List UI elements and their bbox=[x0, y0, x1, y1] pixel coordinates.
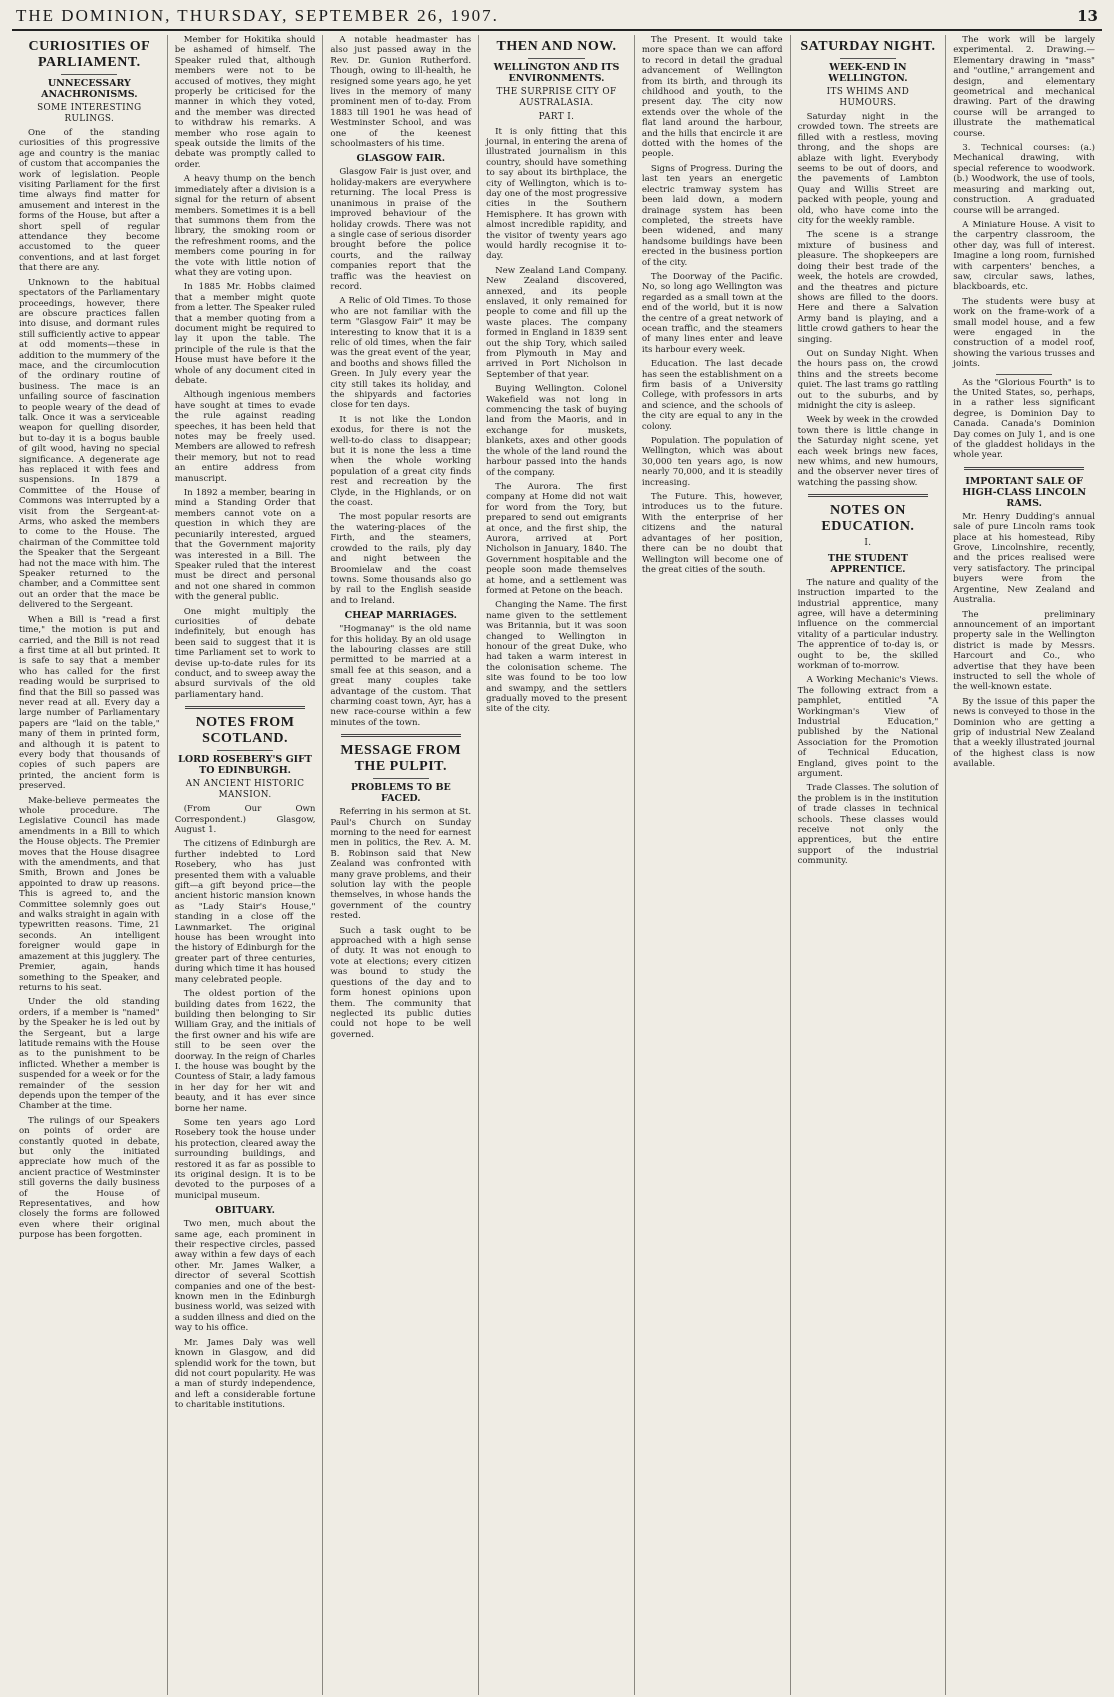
divider bbox=[61, 74, 117, 75]
paragraph: Two men, much about the same age, each prominent in their respective circles, passed away within a few days of each other. Mr. James Walker, a director of several Scottish companies and one of the best-known men in the Edinburgh business world, was seized with a sudden illness and died on the way to his office. bbox=[174, 1219, 316, 1334]
paragraph: Make-believe permeates the whole procedure. The Legislative Council has made amendments in a Bill to which the House objects. The Premier moves that the House disagree with the amendments, and that Smith, Brown and Jones be appointed to draw up reasons. This is agreed to, and the Committee solemnly goes out and walks straight in again with typewritten reasons. Time, 21 seconds. An intelligent foreigner would gape in amazement at this jugglery. The Premier, again, hands something to the Speaker, and returns to his seat. bbox=[19, 795, 160, 993]
paragraph: Mr. James Daly was well known in Glasgow, and did splendid work for the town, but did not court popularity. He was a man of sturdy independence, and left a considerable fortune to charitable institutions. bbox=[174, 1337, 316, 1411]
article-heading-saturday-night: SATURDAY NIGHT. bbox=[800, 39, 936, 54]
article-subheading: UNNECESSARY ANACHRONISMS. bbox=[41, 78, 138, 100]
divider bbox=[808, 494, 928, 497]
masthead bbox=[12, 6, 1102, 31]
article-heading-scotland: NOTES FROM SCOTLAND. bbox=[195, 715, 295, 747]
paragraph: Trade Classes. The solution of the problem is in the institution of trade classes in technical schools. These classes would receive not only the apprentices, but the entire support of the industrial community. bbox=[797, 783, 939, 867]
paragraph: A notable headmaster has also just passed away in the Rev. Dr. Gunion Rutherford. Though, owing to ill-health, he resigned some years ago, he yet lives in the memory of many prominent men of to-day. From 1883 till 1901 he was head of Westminster School, and was one of the keenest schoolmasters of his time. bbox=[330, 35, 472, 150]
paragraph: By the issue of this paper the news is conveyed to those in the Dominion who are getting a grip of industrial New Zealand that a weekly illustrated journal of the highest class is now available. bbox=[953, 696, 1095, 770]
paragraph: Changing the Name. The first name given to the settlement was Britannia, but it was soon changed to Wellington in honour of the great Duke, who had taken a warm interest in the colonisation scheme. The site was found to be too low and swampy, and the settlers gradually moved to the present site of the city. bbox=[486, 600, 627, 715]
column-5 bbox=[635, 35, 791, 1695]
paragraph: The rulings of our Speakers on points of order are constantly quoted in debate, but only the initiated appreciate how much of the ancient practice of Westminster still governs the daily business of the House of Representatives, and how closely the forms are followed even where their original purpose has been forgotten. bbox=[19, 1115, 160, 1241]
divider bbox=[217, 750, 273, 751]
paragraph: A Miniature House. A visit to the carpentry classroom, the other day, was full of interest. Imagine a long room, furnished with carpenters' benches, a saw, circular saws, lathes, blackboards, etc. bbox=[953, 219, 1095, 293]
paragraph: Unknown to the habitual spectators of the Parliamentary proceedings, however, there are obscure practices fallen into disuse, and dormant rules still sufficiently active to appear at odd moments—these in addition to the mummery of the mace, and the circumlocution of the ordinary routine of business. The mace is an unfailing source of fascination to people weary of the dead of talk. Once it was a serviceable weapon for quelling disorder, but to-day it is a bogus bauble of gilt wood, having no special significance. A degenerate age has replaced it with fees and suspensions. In 1879 a Committee of the House of Commons was interrupted by a visit from the Sergeant-at-Arms, who asked the members to come to the House. The chairman of the Committee told the Speaker that the Sergeant had not the mace with him. The Speaker returned to the chamber, and a Committee sent out an order that the mace be delivered to the Sergeant. bbox=[19, 277, 160, 611]
paragraph: In 1892 a member, bearing in mind a Standing Order that members cannot vote on a question in which they are pecuniarily interested, argued that the Government majority was interested in a Bill. The Speaker ruled that the interest must be direct and personal and not one shared in common with the general public. bbox=[174, 488, 316, 603]
paragraph: A Relic of Old Times. To those who are not familiar with the term "Glasgow Fair" it may be interesting to know that it is a relic of old times, when the fair was the great event of the year, and booths and shows filled the Green. In July every year the city still takes its holiday, and the shipyards and factories close for ten days. bbox=[330, 296, 472, 411]
column-7 bbox=[946, 35, 1102, 1695]
paragraph: The preliminary announcement of an important property sale in the Wellington district is made by Messrs. Harcourt and Co., who advertise that they have been instructed to sell the whole of the well-known estate. bbox=[953, 609, 1095, 693]
article-subheading: AN ANCIENT HISTORIC MANSION. bbox=[185, 779, 305, 800]
divider bbox=[185, 706, 305, 709]
dateline: (From Our Own Correspondent.) Glasgow, August 1. bbox=[174, 804, 316, 835]
paragraph: "Hogmanay" is the old name for this holiday. By an old usage the labouring classes are still permitted to be married at a small fee at this season, and a great many couples take advantage of the custom. That charming coast town, Ayr, has a new race-course within a few minutes of the town. bbox=[330, 624, 472, 728]
paragraph: The nature and quality of the instruction imparted to the industrial apprentice, many agree, will have a determining influence on the commercial vitality of a particular industry. The apprentice of to-day is, or ought to be, the skilled workman of to-morrow. bbox=[797, 577, 939, 671]
paragraph: Week by week in the crowded town there is little change in the Saturday night scene, yet each week brings new faces, new whims, and new humours, and the observer never tires of watching the passing show. bbox=[797, 415, 939, 488]
article-subheading: THE SURPRISE CITY OF AUSTRALASIA. bbox=[496, 87, 617, 108]
article-part-label: I. bbox=[864, 538, 872, 549]
divider bbox=[341, 734, 461, 737]
section-heading-glasgow-fair: GLASGOW FAIR. bbox=[356, 153, 446, 165]
article-subheading: PROBLEMS TO BE FACED. bbox=[350, 782, 451, 805]
paragraph: Population. The population of Wellington, which was about 30,000 ten years ago, is now nearly 70,000, and it is steadily increasing. bbox=[641, 436, 783, 488]
article-subheading: LORD ROSEBERY'S GIFT TO EDINBURGH. bbox=[178, 754, 312, 777]
paragraph: Education. The last decade has seen the establishment on a firm basis of a University College, with professors in arts and science, and the schools of the city are equal to any in the colony. bbox=[641, 359, 783, 432]
paragraph: Out on Sunday Night. When the hours pass on, the crowd thins and the streets become quiet. The last trams go rattling out to the suburbs, and by midnight the city is asleep. bbox=[797, 348, 939, 411]
article-heading-then-and-now: THEN AND NOW. bbox=[496, 39, 617, 54]
paragraph: When a Bill is "read a first time," the motion is put and carried, and the Bill is not read a first time at all but printed. It is safe to say that a member who has called for the first reading would be surprised to find that the Bill so passed was never read at all. Every day a large number of Parliamentary papers are "laid on the table," many of them in printed form, and although it is patent to every body that thousands of copies of such papers are printed, the ancient form is preserved. bbox=[19, 614, 160, 792]
paragraph: The most popular resorts are the watering-places of the Firth, and the steamers, crowded to the rails, ply day and night between the Broomielaw and the coast towns. Some thousands also go by rail to the English seaside and to Ireland. bbox=[330, 512, 472, 606]
column-6 bbox=[791, 35, 947, 1695]
paragraph: Referring in his sermon at St. Paul's Church on Sunday morning to the need for earnest men in politics, the Rev. A. M. B. Robinson said that New Zealand was confronted with many grave problems, and their solution lay with the people themselves, in whose hands the government of the country rested. bbox=[330, 807, 472, 922]
paragraph: Some ten years ago Lord Rosebery took the house under his protection, cleared away the surrounding buildings, and restored it as far as possible to its original design. It is to be devoted to the purposes of a municipal museum. bbox=[174, 1117, 316, 1201]
paragraph: Saturday night in the crowded town. The streets are filled with a restless, moving throng, and the shops are ablaze with light. Everybody seems to be out of doors, and the pavements of Lambton Quay and Willis Street are packed with people, young and old, who have come into the city for the weekly ramble. bbox=[797, 112, 939, 227]
paragraph: The students were busy at work on the frame-work of a small model house, and a few were engaged in the construction of a model roof, showing the various trusses and joints. bbox=[953, 296, 1095, 370]
columns bbox=[12, 35, 1102, 1695]
article-subheading: THE STUDENT APPRENTICE. bbox=[827, 552, 908, 575]
paragraph: One of the standing curiosities of this progressive age and country is the maniac of custom that accompanies the work of legislation. People visiting Parliament for the first time always find matter for amusement and interest in the forms of the House, but after a short spell of regular attendance they become accustomed to the queer conventions, and at last forget that there are any. bbox=[19, 128, 160, 274]
paragraph: In 1885 Mr. Hobbs claimed that a member might quote from a letter. The Speaker ruled that a member quoting from a document might be required to lay it upon the table. The principle of the rule is that the House must have before it the whole of any document cited in debate. bbox=[174, 282, 316, 386]
paragraph: A heavy thump on the bench immediately after a division is a signal for the return of absent members. Sometimes it is a bell that summons them from the library, the smoking room or the refreshment rooms, and the members come pouring in for the vote with little notion of what they are voting upon. bbox=[174, 174, 316, 278]
section-heading-obituary: OBITUARY. bbox=[215, 1205, 275, 1217]
paragraph: The Future. This, however, introduces us to the future. With the enterprise of her citizens and the natural advantages of her position, there can be no doubt that Wellington will become one of the great cities of the south. bbox=[641, 492, 783, 575]
paragraph: Under the old standing orders, if a member is "named" by the Speaker he is led out by the Sergeant, but a large latitude remains with the House as to the punishment to be inflicted. Whether a member is suspended for a week or for the remainder of the session depends upon the temper of the Chamber at the time. bbox=[19, 997, 160, 1112]
paragraph: The citizens of Edinburgh are further indebted to Lord Rosebery, who has just presented them with a valuable gift—a gift beyond price—the ancient historic mansion known as "Lady Stair's House," standing in a close off the Lawnmarket. The original house has been wrought into the history of Edinburgh for the greater part of three centuries, during which time it has housed many celebrated people. bbox=[174, 839, 316, 985]
column-2 bbox=[168, 35, 324, 1695]
column-1 bbox=[12, 35, 168, 1695]
divider bbox=[373, 778, 429, 779]
paragraph: The work will be largely experimental. 2. Drawing.—Elementary drawing in "mass" and "outline," arrangement and design, and elementary geometrical and mechanical drawing. Part of the drawing course will be arranged to illustrate the mathematical course. bbox=[953, 35, 1095, 139]
column-3 bbox=[323, 35, 479, 1695]
masthead-title: THE DOMINION, THURSDAY, SEPTEMBER 26, 1907. bbox=[16, 6, 499, 25]
article-heading-education: NOTES ON EDUCATION. bbox=[821, 503, 915, 535]
paragraph: The Doorway of the Pacific. No, so long ago Wellington was regarded as a small town at the end of the world, but it is now the centre of a great network of ocean traffic, and the steamers of many lines enter and leave its harbour every week. bbox=[641, 271, 783, 355]
paragraph: 3. Technical courses: (a.) Mechanical drawing, with special reference to woodwork. (b.) Woodwork, the use of tools, measuring and marking out, construction. A graduated course will be arranged. bbox=[953, 143, 1095, 216]
paragraph: The scene is a strange mixture of business and pleasure. The shopkeepers are doing their best trade of the week, the hotels are crowded, and the theatres and picture shows are filled to the doors. Here and there a Salvation Army band is playing, and a little crowd gathers to hear the singing. bbox=[797, 230, 939, 345]
section-heading-lincoln-rams: IMPORTANT SALE OF HIGH-CLASS LINCOLN RAMS. bbox=[962, 475, 1087, 509]
article-part-label: PART I. bbox=[538, 112, 575, 122]
article-heading-curiosities: CURIOSITIES OF PARLIAMENT. bbox=[28, 39, 151, 70]
paragraph: Glasgow Fair is just over, and holiday-makers are everywhere returning. The local Press is unanimous in praise of the improved behaviour of the holiday crowds. There was not a single case of serious disorder brought before the police courts, and the railway companies report that the traffic was the heaviest on record. bbox=[330, 167, 472, 292]
divider bbox=[840, 58, 896, 59]
paragraph: Mr. Henry Dudding's annual sale of pure Lincoln rams took place at his homestead, Riby Grove, Lincolnshire, recently, and the prices realised were very satisfactory. The principal buyers were from the Argentine, New Zealand and Australia. bbox=[953, 511, 1095, 606]
divider bbox=[964, 467, 1084, 470]
article-subheading: WELLINGTON AND ITS ENVIRONMENTS. bbox=[493, 62, 620, 84]
divider bbox=[996, 374, 1053, 375]
paragraph: Signs of Progress. During the last ten years an energetic electric tramway system has been laid down, a modern drainage system has been completed, the streets have been widened, and many handsome buildings have been erected in the business portion of the city. bbox=[641, 163, 783, 268]
paragraph: Although ingenious members have sought at times to evade the rule against reading speeches, it has been held that notes may be freely used. Members are allowed to refresh their memory, but not to read an entire address from manuscript. bbox=[174, 390, 316, 484]
paragraph: As the "Glorious Fourth" is to the United States, so, perhaps, in a rather less significant degree, is Dominion Day to Canada. Canada's Dominion Day comes on July 1, and is one of the gladdest holidays in the whole year. bbox=[953, 377, 1095, 461]
paragraph: Such a task ought to be approached with a high sense of duty. It was not enough to vote at elections; every citizen was bound to study the questions of the day and to form honest opinions upon them. The community that neglected its public duties could not hope to be well governed. bbox=[330, 925, 472, 1040]
article-subheading: SOME INTERESTING RULINGS. bbox=[37, 103, 142, 124]
paragraph: Buying Wellington. Colonel Wakefield was not long in commencing the task of buying land from the Maoris, and in exchange for muskets, blankets, axes and other goods the whole of the land round the harbour passed into the hands of the company. bbox=[486, 384, 627, 478]
column-4 bbox=[479, 35, 635, 1695]
paragraph: It is not like the London exodus, for there is not the well-to-do class to disappear; but it is none the less a time when the whole working population of a great city finds rest and recreation by the Clyde, in the Highlands, or on the coast. bbox=[330, 414, 472, 509]
article-subheading: WEEK-END IN WELLINGTON. bbox=[828, 62, 908, 84]
paragraph: Member for Hokitika should be ashamed of himself. The Speaker ruled that, although members were not to be accused of motives, they might properly be criticised for the manner in which they voted, and the member was directed to withdraw his remarks. A member who rose again to speak outside the limits of the debate was promptly called to order. bbox=[174, 35, 316, 170]
section-heading-cheap-marriages: CHEAP MARRIAGES. bbox=[344, 610, 457, 622]
paragraph: The Present. It would take more space than we can afford to record in detail the gradual advancement of Wellington from its birth, and through its childhood and youth, to the present day. The city now extends over the whole of the flat land around the harbour, and the hills that encircle it are dotted with the homes of the people. bbox=[641, 35, 783, 160]
page-number: 13 bbox=[1077, 7, 1098, 25]
paragraph: A Working Mechanic's Views. The following extract from a pamphlet, entitled "A Workingman's View of Industrial Education," published by the National Association for the Promotion of Technical Education, England, gives point to the argument. bbox=[797, 675, 939, 780]
paragraph: New Zealand Land Company. New Zealand discovered, annexed, and its people enslaved, it only remained for people to come and fill up the waste places. The company formed in England in 1839 sent out the ship Tory, which sailed from Plymouth in May and arrived in Port Nicholson in September of that year. bbox=[486, 265, 627, 380]
paragraph: The oldest portion of the building dates from 1622, the building then belonging to Sir William Gray, and the initials of the first owner and his wife are still to be seen over the doorway. In the reign of Charles I. the house was bought by the Countess of Stair, a lady famous in her day for her wit and beauty, and it has ever since borne her name. bbox=[174, 989, 316, 1114]
article-heading-pulpit: MESSAGE FROM THE PULPIT. bbox=[340, 743, 462, 775]
article-subheading: ITS WHIMS AND HUMOURS. bbox=[826, 87, 910, 108]
paragraph: One might multiply the curiosities of debate indefinitely, but enough has been said to suggest that it is time Parliament set to work to devise up-to-date rules for its conduct, and to sweep away the absurd survivals of the old parliamentary hand. bbox=[174, 606, 316, 700]
paragraph: The Aurora. The first company at Home did not wait for word from the Tory, but prepared to send out emigrants at once, and the first ship, the Aurora, arrived at Port Nicholson in January, 1840. The Government hospitable and the people soon made themselves at home, and a settlement was formed at Petone on the beach. bbox=[486, 481, 627, 596]
paragraph: It is only fitting that this journal, in entering the arena of illustrated journalism in this country, should have something to say about its birthplace, the city of Wellington, which is to-day one of the most progressive cities in the Southern Hemisphere. It has grown with almost incredible rapidity, and the visitor of twenty years ago would hardly recognise it to-day. bbox=[486, 126, 627, 262]
divider bbox=[528, 58, 584, 59]
